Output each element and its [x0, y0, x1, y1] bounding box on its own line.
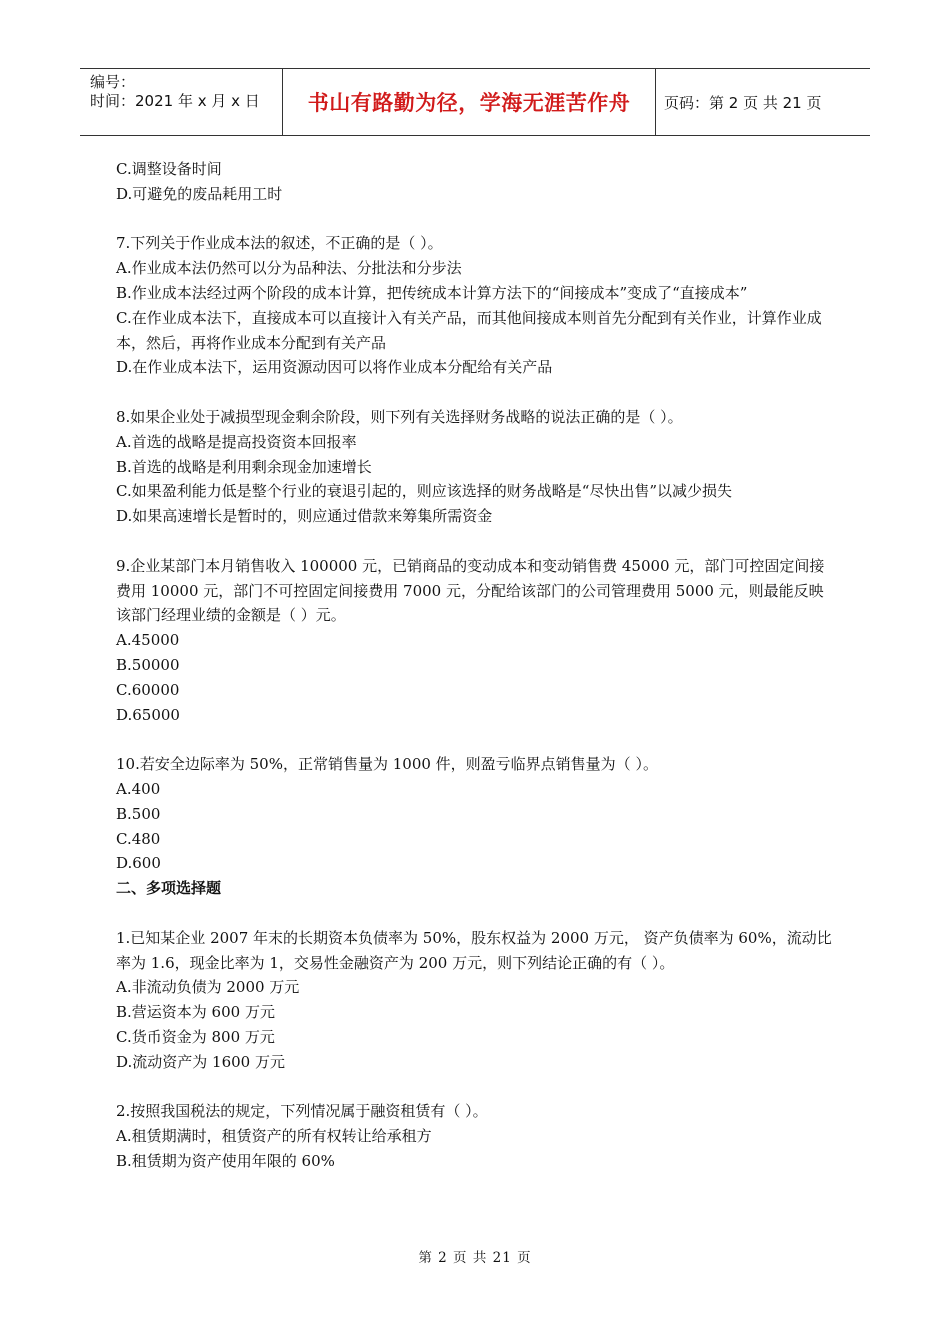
- option: B.500: [116, 804, 161, 823]
- question-stem: 7.下列关于作业成本法的叙述，不正确的是（ ）。: [116, 234, 443, 253]
- question-stem: 9.企业某部门本月销售收入 100000 元，已销商品的变动成本和变动销售费 45000 元，部门可控固定间接费用 10000 元，部门不可控固定间接费用 7000 元，分配给该部门的公司管理费用 5000 元，则最能反映该部门经理业绩的金额是（ ）元。: [116, 556, 825, 625]
- question-9: [116, 554, 836, 728]
- option: B.租赁期为资产使用年限的 60%: [116, 1151, 335, 1170]
- header-meta: [80, 69, 283, 135]
- carry-over-options: [116, 157, 836, 207]
- option: D.600: [116, 854, 161, 873]
- document-body: [116, 157, 836, 1174]
- page-header: [80, 68, 870, 136]
- option: D.65000: [116, 705, 180, 724]
- option: D.流动资产为 1600 万元: [116, 1052, 285, 1071]
- question-stem: 10.若安全边际率为 50%，正常销售量为 1000 件，则盈亏临界点销售量为（ ）。: [116, 755, 658, 774]
- question-10: [116, 752, 836, 876]
- option: B.营运资本为 600 万元: [116, 1003, 275, 1022]
- option: D.可避免的废品耗用工时: [116, 184, 283, 203]
- option: C.480: [116, 829, 161, 848]
- question-8: [116, 405, 836, 529]
- multi-question-1: [116, 926, 836, 1075]
- header-motto: 书山有路勤为径，学海无涯苦作舟: [283, 69, 656, 135]
- option: B.作业成本法经过两个阶段的成本计算，把传统成本计算方法下的“间接成本”变成了“直接成本”: [116, 283, 748, 302]
- question-stem: 2.按照我国税法的规定，下列情况属于融资租赁有（ ）。: [116, 1102, 488, 1121]
- option: A.400: [116, 779, 161, 798]
- option: B.首选的战略是利用剩余现金加速增长: [116, 457, 372, 476]
- header-page-info: 页码：第 2 页 共 21 页: [664, 93, 822, 112]
- page-footer: 第 2 页 共 21 页: [418, 1250, 532, 1266]
- option: B.50000: [116, 655, 180, 674]
- option: C.货币资金为 800 万元: [116, 1027, 275, 1046]
- question-7: [116, 231, 836, 380]
- number-label: 编号：: [90, 73, 136, 91]
- option: D.在作业成本法下，运用资源动因可以将作业成本分配给有关产品: [116, 358, 553, 377]
- option: A.45000: [116, 631, 180, 650]
- option: A.首选的战略是提高投资资本回报率: [116, 432, 357, 451]
- option: A.非流动负债为 2000 万元: [116, 978, 300, 997]
- multi-question-2: [116, 1099, 836, 1173]
- time-label: 时间：2021 年 x 月 x 日: [90, 92, 260, 110]
- option: C.60000: [116, 680, 180, 699]
- section-title: 二、多项选择题: [116, 879, 222, 898]
- option: C.调整设备时间: [116, 160, 222, 178]
- question-stem: 8.如果企业处于减损型现金剩余阶段，则下列有关选择财务战略的说法正确的是（ ）。: [116, 407, 683, 426]
- option: C.如果盈利能力低是整个行业的衰退引起的，则应该选择的财务战略是“尽快出售”以减少损失: [116, 482, 733, 501]
- option: D.如果高速增长是暂时的，则应通过借款来筹集所需资金: [116, 507, 493, 526]
- option: A.作业成本法仍然可以分为品种法、分批法和分步法: [116, 259, 462, 278]
- option: A.租赁期满时，租赁资产的所有权转让给承租方: [116, 1127, 432, 1146]
- question-stem: 1.已知某企业 2007 年末的长期资本负债率为 50%，股东权益为 2000 万元， 资产负债率为 60%，流动比率为 1.6，现金比率为 1，交易性金融资产为 200 万元，则下列结论正确的有（ ）。: [116, 928, 832, 972]
- option: C.在作业成本法下，直接成本可以直接计入有关产品，而其他间接成本则首先分配到有关作业，计算作业成本，然后，再将作业成本分配到有关产品: [116, 308, 822, 352]
